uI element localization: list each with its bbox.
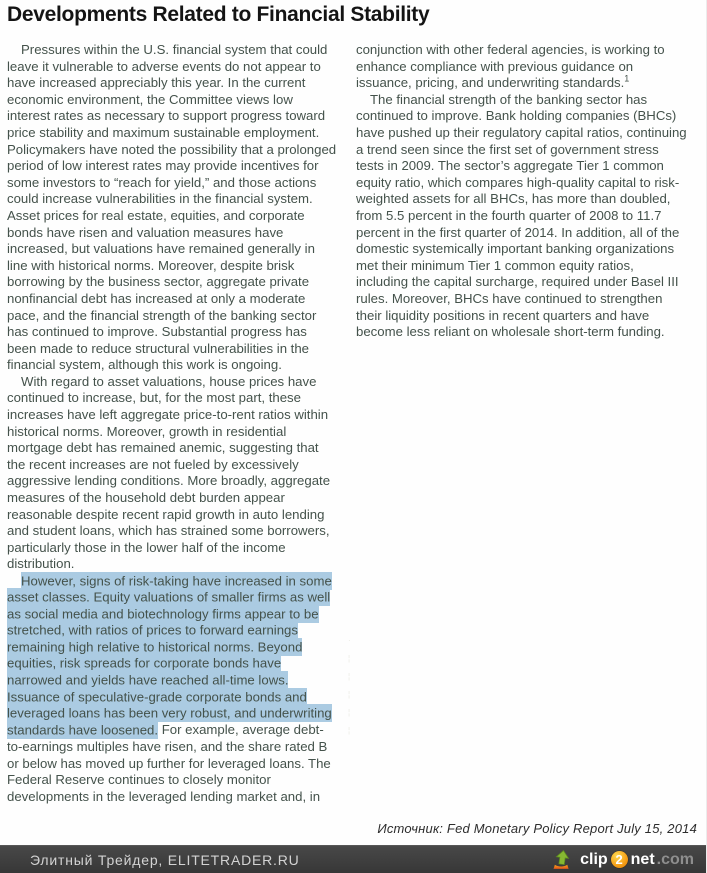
- upload-arrow-icon: [551, 849, 574, 870]
- left-column: [7, 42, 339, 805]
- source-attribution: Источник: Fed Monetary Policy Report July 15, 2014: [377, 821, 697, 836]
- screenshot-footer-bar: [0, 845, 706, 873]
- paragraph: [356, 42, 688, 92]
- clip2net-logo-link[interactable]: [551, 849, 694, 870]
- logo-word-net: net: [630, 850, 655, 868]
- logo-badge-2: 2: [611, 851, 628, 868]
- paragraph-text: conjunction with other federal agencies, is working to enhance compliance with previous guidance on issuance, pricing, and underwriting standards.: [356, 42, 665, 91]
- right-column: [356, 42, 688, 805]
- two-column-text: [0, 27, 706, 805]
- page-title: Developments Related to Financial Stability: [7, 3, 430, 26]
- site-label: Элитный Трейдер, ELITETRADER.RU: [30, 851, 300, 868]
- paragraph: Pressures within the U.S. financial system that could leave it vulnerable to adverse events do not appear to have increased appreciably this year. In the current economic environment, the Committee views low interest rates as necessary to support progress toward price stability and maximum sustainable employment. Policymakers have noted the possibility that a prolonged period of low interest rates may provide incentives for some investors to “reach for yield,” and those actions could increase vulnerabilities in the financial system. Asset prices for real estate, equities, and corporate bonds have risen and valuation measures have increased, but valuations have remained generally in line with historical norms. Moreover, despite brisk borrowing by the business sector, aggregate private nonfinancial debt has increased at only a moderate pace, and the financial strength of the banking sector has continued to improve. Substantial progress has been made to reduce structural vulnerabilities in the financial system, although this work is ongoing.: [7, 42, 337, 373]
- paragraph: The financial strength of the banking sector has continued to improve. Bank holding companies (BHCs) have pushed up their regulatory capital ratios, continuing a trend seen since the first set of government stress tests in 2009. The sector’s aggregate Tier 1 common equity ratio, which compares high-quality capital to risk-weighted assets for all BHCs, has more than doubled, from 5.5 percent in the fourth quarter of 2008 to 11.7 percent in the first quarter of 2014. In addition, all of the domestic systemically important banking organizations met their minimum Tier 1 common equity ratios, including the capital surcharge, required under Basel III rules. Moreover, BHCs have continued to strengthen their liquidity positions in recent quarters and have become less reliant on wholesale short-term funding.: [356, 91, 687, 340]
- paragraph: [7, 573, 339, 805]
- scan-artifact-marks: · ¦ ¦ ¦ ¦ ¦: [348, 636, 351, 735]
- logo-word-com: .com: [656, 850, 694, 868]
- paragraph: With regard to asset valuations, house prices have continued to increase, but, for the most part, these increases have left aggregate price-to-rent ratios within historical norms. Moreover, growth in residential mortgage debt has remained anemic, suggesting that the recent increases are not fueled by excessively aggressive lending conditions. More broadly, aggregate measures of the household debt burden appear reasonable despite recent rapid growth in auto lending and student loans, which has strained some borrowers, particularly those in the lower half of the income distribution.: [7, 373, 331, 572]
- highlighted-text: However, signs of risk-taking have increased in some asset classes. Equity valuations of smaller firms as well as social media and biotechnology firms appear to be stretched, with ratios of prices to forward earnings remaining high relative to historical norms. Beyond equities, risk spreads for corporate bonds have narrowed and yields have reached all-time lows. Issuance of speculative-grade corporate bonds and leveraged loans has been very robust, and underwriting standards have loosened.: [7, 573, 332, 738]
- paragraph-continuation: For example, average debt-to-earnings multiples have risen, and the share rated B or below has moved up further for leveraged loans. The Federal Reserve continues to closely monitor developments in the leveraged lending market and, in: [7, 722, 331, 804]
- logo-word-clip: clip: [580, 850, 608, 868]
- footnote-marker: 1: [624, 73, 630, 84]
